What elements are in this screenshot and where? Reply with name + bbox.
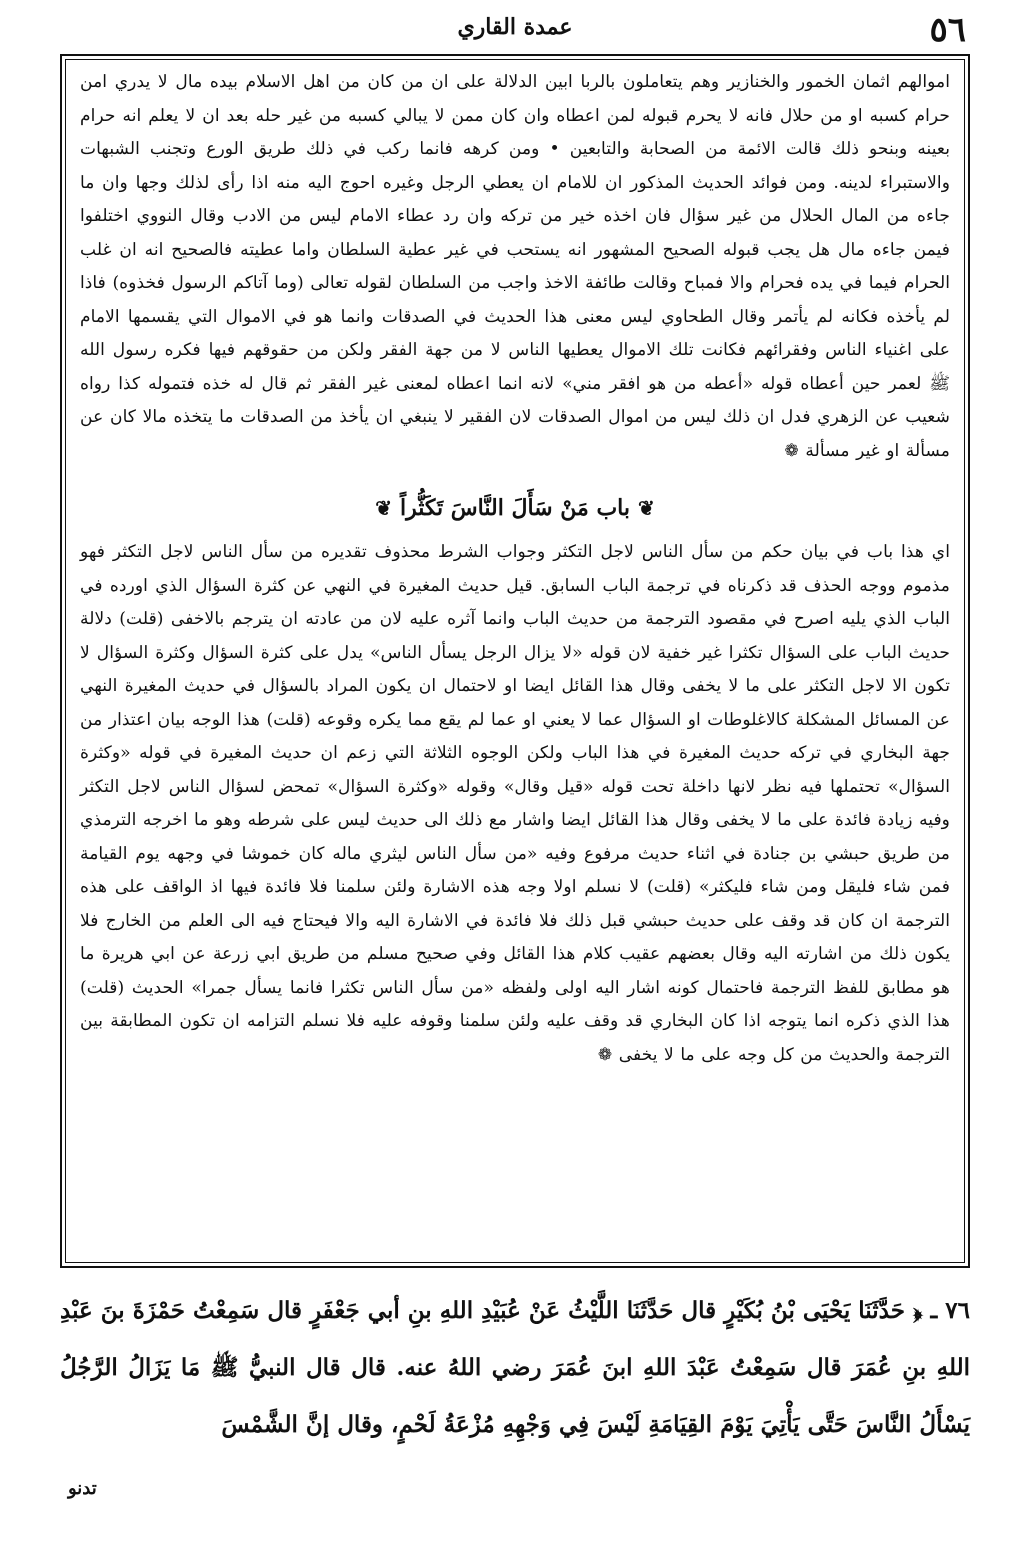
commentary-paragraph-2: اي هذا باب في بيان حكم من سأل الناس لاجل التكثر وجواب الشرط محذوف تقديره من سأل الناس لاجل التكثر فهو مذموم ووجه الحذف قد ذكرناه في ترجمة الباب السابق. قيل حديث المغيرة في النهي عن كثرة السؤال الذي اورده في الباب الذي يليه اصرح في مقصود الترجمة من حديث الباب وانما آثره عليه لان من عادته ان يترجم بالاخفى (قلت) دلالة حديث الباب على السؤال تكثرا غير خفية لان قوله «لا يزال الرجل يسأل الناس» يدل على كثرة السؤال وكثرة السؤال لا تكون الا لاجل التكثر على ما لا يخفى وقال هذا القائل ايضا او لاحتمال ان يكون المراد بالسؤال في حديث المغيرة النهي عن المسائل المشكلة كالاغلوطات او السؤال عما لا يعني او عما لم يقع مما يكره وقوعه (قلت) هذا الوجه بيان اعتذار من جهة البخاري في تركه حديث المغيرة في هذا الباب ولكن الوجوه الثلاثة التي زعم ان حديث المغيرة في قوله «وكثرة السؤال» تحتملها فيه نظر لانها داخلة تحت قوله «قيل وقال» وقوله «وكثرة السؤال» تمحض لسؤال الناس لاجل التكثر وفيه زيادة فائدة على ما لا يخفى وقال هذا القائل ايضا واشار مع ذلك الى حديث ليس على شرطه وهو ما اخرجه الترمذي من طريق حبشي بن جنادة في اثناء حديث مرفوع وفيه «من سأل الناس ليثري ماله كان خموشا في وجهه يوم القيامة فمن شاء فليقل ومن شاء فليكثر» (قلت) لا نسلم اولا وجه هذه الاشارة ولئن سلمنا فلا فائدة فيها اذ الواقف على هذه الترجمة ان كان قد وقف على حديث حبشي قبل ذلك فلا فائدة في الاشارة اليه والا فيحتاج فيه الى العلم من الخارج فلا يكون ذلك من اشارته اليه وقال بعضهم عقيب كلام هذا القائل وفي صحيح مسلم من طريق ابي زرعة عن ابي هريرة ما هو مطابق للفظ الترجمة فاحتمال كونه اشار اليه اولى ولفظه «من سأل الناس تكثرا فانما يسأل جمرا» الحديث (قلت) هذا الذي ذكره انما يتوجه اذا كان البخاري قد وقف عليه ولئن سلمنا وقوفه عليه فلا نسلم التزامه ان تكون المطابقة بين الترجمة والحديث من كل وجه على ما لا يخفى ❁: [80, 542, 950, 1065]
hadith-text-block: [60, 1282, 970, 1453]
commentary-paragraph-1: اموالهم اثمان الخمور والخنازير وهم يتعاملون بالربا ابين الدلالة على ان من كان من اهل الاسلام بيده مال لا يدري امن حرام كسبه او من حلال فانه لا يحرم قبوله لمن اعطاه وان كان ممن لا يبالي كسبه من غير حله بعد ان لا يعلم انه حرام بعينه وبنحو ذلك قالت الائمة من الصحابة والتابعين • ومن كرهه فانما ركب في ذلك طريق الورع وتجنب الشبهات والاستبراء لدينه. ومن فوائد الحديث المذكور ان للامام ان يعطي الرجل وغيره احوج اليه منه اذا رأى لذلك وجها وان ما جاءه من المال الحلال من غير سؤال فان اخذه خير من تركه وان رد عطاء الامام ليس من الادب وقال النووي اختلفوا فيمن جاءه مال هل يجب قبوله الصحيح المشهور انه يستحب في غير عطية السلطان واما عطيته فالصحيح انه ان غلب الحرام فيما في يده فحرام والا فمباح وقالت طائفة الاخذ واجب من السلطان لقوله تعالى (وما آتاكم الرسول فخذوه) فاذا لم يأخذه فكانه لم يأتمر وقال الطحاوي ليس معنى هذا الحديث في الصدقات وانما هو في الاموال التي يقسمها الامام على اغنياء الناس وفقرائهم فكانت تلك الاموال يعطيها الناس لا من جهة الفقر ولكن من حقوقهم فيها فكره رسول الله ﷺ لعمر حين أعطاه قوله «أعطه من هو افقر مني» لانه انما اعطاه لمعنى غير الفقر ثم قال له خذه فتموله كذا رواه شعيب عن الزهري فدل ان ذلك ليس من اموال الصدقات لان الفقير لا ينبغي ان يأخذ من الصدقات ما يتخذه مالا كان عن مسألة او غير مسألة ❁: [80, 72, 950, 461]
page-number: ٥٦: [929, 10, 966, 50]
page-header: [60, 8, 970, 54]
hadith-number: ٧٦: [945, 1297, 970, 1324]
commentary-content: [80, 66, 950, 1072]
chapter-heading: [80, 488, 950, 528]
commentary-frame: [60, 54, 970, 1268]
ornament-right-icon: ❦: [638, 496, 655, 520]
hadith-text: حَدَّثَنَا يَحْيَى بْنُ بُكَيْرٍ قال حَدَّثَنَا اللَّيْثُ عَنْ عُبَيْدِ اللهِ بنِ أبي جَعْفَرٍ قال سَمِعْتُ حَمْزَةَ بنَ عَبْدِ اللهِ بنِ عُمَرَ قال سَمِعْتُ عَبْدَ اللهِ ابنَ عُمَرَ رضي اللهُ عنه. قال قال النبيُّ ﷺ مَا يَزَالُ الرَّجُلُ يَسْأَلُ النَّاسَ حَتَّى يَأْتِيَ يَوْمَ القِيَامَةِ لَيْسَ فِي وَجْهِهِ مُزْعَةُ لَحْمٍ، وقال إنَّ الشَّمْسَ: [60, 1297, 970, 1438]
hadith-paragraph: ٧٦ ـ ﴿ حَدَّثَنَا يَحْيَى بْنُ بُكَيْرٍ قال حَدَّثَنَا اللَّيْثُ عَنْ عُبَيْدِ اللهِ بنِ أبي جَعْفَرٍ قال سَمِعْتُ حَمْزَةَ بنَ عَبْدِ اللهِ بنِ عُمَرَ قال سَمِعْتُ عَبْدَ اللهِ ابنَ عُمَرَ رضي اللهُ عنه. قال قال النبيُّ ﷺ مَا يَزَالُ الرَّجُلُ يَسْأَلُ النَّاسَ حَتَّى يَأْتِيَ يَوْمَ القِيَامَةِ لَيْسَ فِي وَجْهِهِ مُزْعَةُ لَحْمٍ، وقال إنَّ الشَّمْسَ: [60, 1297, 970, 1438]
running-title: عمدة القاري: [457, 14, 573, 40]
ornament-left-icon: ❦: [375, 496, 392, 520]
catchword: تدنو: [68, 1478, 97, 1499]
chapter-title: باب مَنْ سَأَلَ النَّاسَ تَكَثُّراً: [399, 495, 630, 521]
